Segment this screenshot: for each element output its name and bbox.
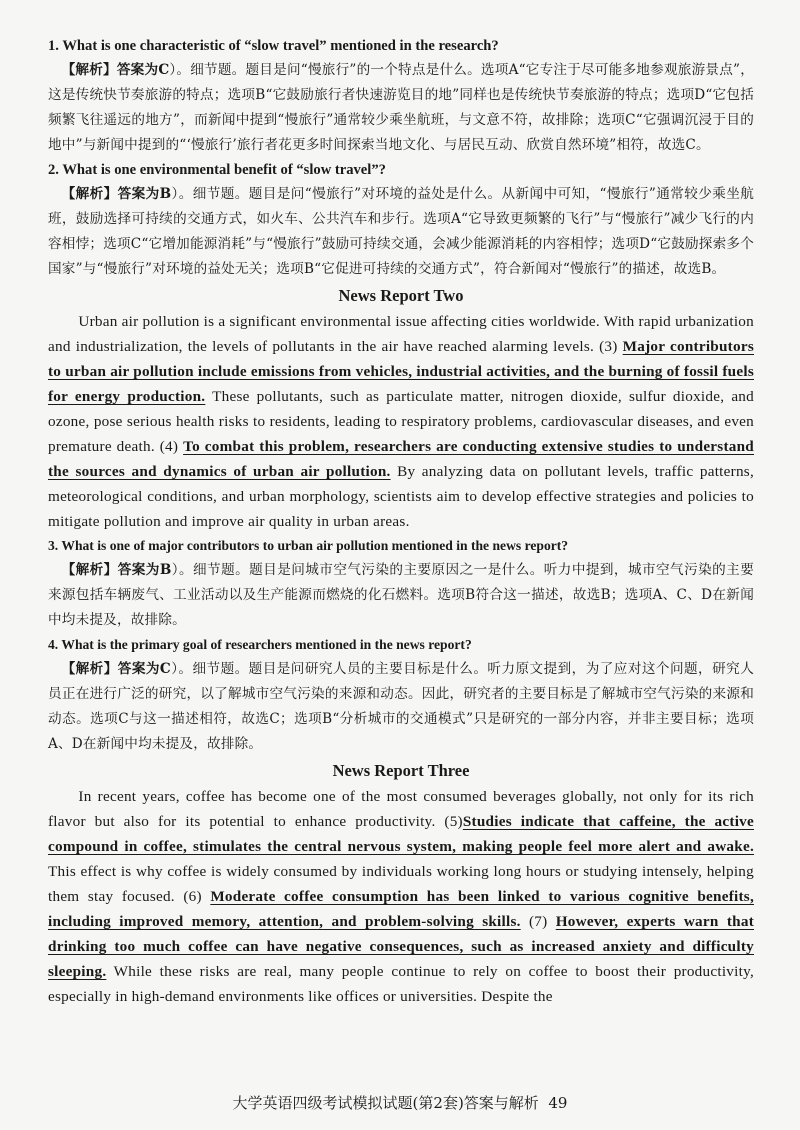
answer-letter: C xyxy=(159,661,171,677)
question-3: 3. What is one of major contributors to urban air pollution mentioned in the news report? xyxy=(48,538,569,553)
text-run: In recent years, coffee has become one of the most consumed beverages globally, not only for its rich flavor but also for its potential to enhance productivity. (5) xyxy=(48,788,754,830)
answer-letter: B xyxy=(159,562,172,578)
page-number: 49 xyxy=(548,1094,568,1112)
explanation-tag: 【解析】答案为 xyxy=(61,62,159,78)
underlined-key-sentence: However, experts warn that drinking too much coffee can have negative consequences, such as increased anxiety and difficulty sleeping. xyxy=(48,913,755,980)
explanation-text: ）。细节题。题目是问“慢旅行”的一个特点是什么。选项A“它专注于尽可能多地参观旅游景点”，这是传统快节奏旅游的特点；选项B“它鼓励旅行者快速游览目的地”同样也是传统快节奏旅游的特点；选项D“它包括频繁飞往遥远的地方”，而新闻中提到“慢旅行”通常较少乘坐航班，与文意不符，故排除；选项C“它强调沉浸于目的地中”与新闻中提到的“‘慢旅行’旅行者花更多时间探索当地文化、与居民互动、欣赏自然环境”相符，故选C。 xyxy=(48,62,754,153)
answer-letter: C xyxy=(158,62,170,78)
explanation-text: ）。细节题。题目是问研究人员的主要目标是什么。听力原文提到，为了应对这个问题，研究人员正在进行广泛的研究，以了解城市空气污染的来源和动态。因此，研究者的主要目标是了解城市空气污染的来源和动态。选项C与这一描述相符，故选C；选项B“分析城市的交通模式”只是研究的一部分内容，并非主要目标；选项A、D在新闻中均未提及，故排除。 xyxy=(48,661,754,752)
footer-title: 大学英语四级考试模拟试题(第2套)答案与解析 xyxy=(232,1094,539,1112)
text-run: Urban air pollution is a significant environmental issue affecting cities worldwide. With rapid urbanization and industrialization, the levels of pollutants in the air have reached alarming levels. (3) xyxy=(48,313,754,355)
news-report-three-text xyxy=(48,784,754,1009)
page-footer xyxy=(0,1092,800,1113)
text-run: While these risks are real, many people continue to rely on coffee to boost their productivity, especially in high-demand environments like offices or universities. Despite the xyxy=(48,963,754,1005)
explanation-1 xyxy=(48,58,754,158)
question-4: 4. What is the primary goal of researchers mentioned in the news report? xyxy=(48,637,472,652)
text-run: By analyzing data on pollutant levels, traffic patterns, meteorological conditions, and urban morphology, scientists aim to develop effective strategies and policies to mitigate pollution and improve air quality in urban areas. xyxy=(48,463,754,530)
section-heading-news-report-three: News Report Three xyxy=(332,761,470,780)
underlined-key-sentence: Studies indicate that caffeine, the active compound in coffee, stimulates the central nervous system, making people feel more alert and awake. xyxy=(48,813,754,855)
explanation-tag: 【解析】答案为 xyxy=(61,186,160,202)
answer-letter: B xyxy=(159,186,172,202)
explanation-2 xyxy=(48,182,754,282)
question-1: 1. What is one characteristic of “slow travel” mentioned in the research? xyxy=(48,38,499,54)
explanation-4 xyxy=(48,657,754,757)
underlined-key-sentence: Major contributors to urban air pollution include emissions from vehicles, industrial activities, and the burning of fossil fuels for energy production. xyxy=(48,338,754,405)
explanation-text: ）。细节题。题目是问城市空气污染的主要原因之一是什么。听力中提到，城市空气污染的主要来源包括车辆废气、工业活动以及生产能源而燃烧的化石燃料。选项B符合这一描述，故选B；选项A、C、D在新闻中均未提及，故排除。 xyxy=(48,562,754,628)
text-run: This effect is why coffee is widely consumed by individuals working long hours or studying intensely, helping them stay focused. (6) xyxy=(48,863,754,905)
question-2: 2. What is one environmental benefit of “slow travel”? xyxy=(48,162,386,178)
explanation-text: ）。细节题。题目是问“慢旅行”对环境的益处是什么。从新闻中可知，“慢旅行”通常较少乘坐航班，鼓励选择可持续的交通方式，如火车、公共汽车和步行。选项A“它导致更频繁的飞行”与“慢旅行”减少飞行的内容相悖；选项C“它增加能源消耗”与“慢旅行”鼓励可持续交通，会减少能源消耗的内容相悖；选项D“它鼓励探索多个国家”与“慢旅行”对环境的益处无关；选项B“它促进可持续的交通方式”，符合新闻对“慢旅行”的描述，故选B。 xyxy=(48,186,754,277)
section-heading-news-report-two: News Report Two xyxy=(338,286,464,305)
explanation-3 xyxy=(48,558,754,633)
text-run: (7) xyxy=(520,913,556,930)
text-run: These pollutants, such as particulate matter, nitrogen dioxide, sulfur dioxide, and ozone, pose serious health risks to residents, leading to respiratory problems, cardiovascular diseases, and even premature death. (4) xyxy=(48,388,754,455)
underlined-key-sentence: Moderate coffee consumption has been linked to various cognitive benefits, including improved memory, attention, and problem-solving skills. xyxy=(48,888,754,930)
explanation-tag: 【解析】答案为 xyxy=(61,661,160,677)
news-report-two-text xyxy=(48,309,754,534)
underlined-key-sentence: To combat this problem, researchers are conducting extensive studies to understand the sources and dynamics of urban air pollution. xyxy=(48,438,755,480)
explanation-tag: 【解析】答案为 xyxy=(61,562,160,578)
